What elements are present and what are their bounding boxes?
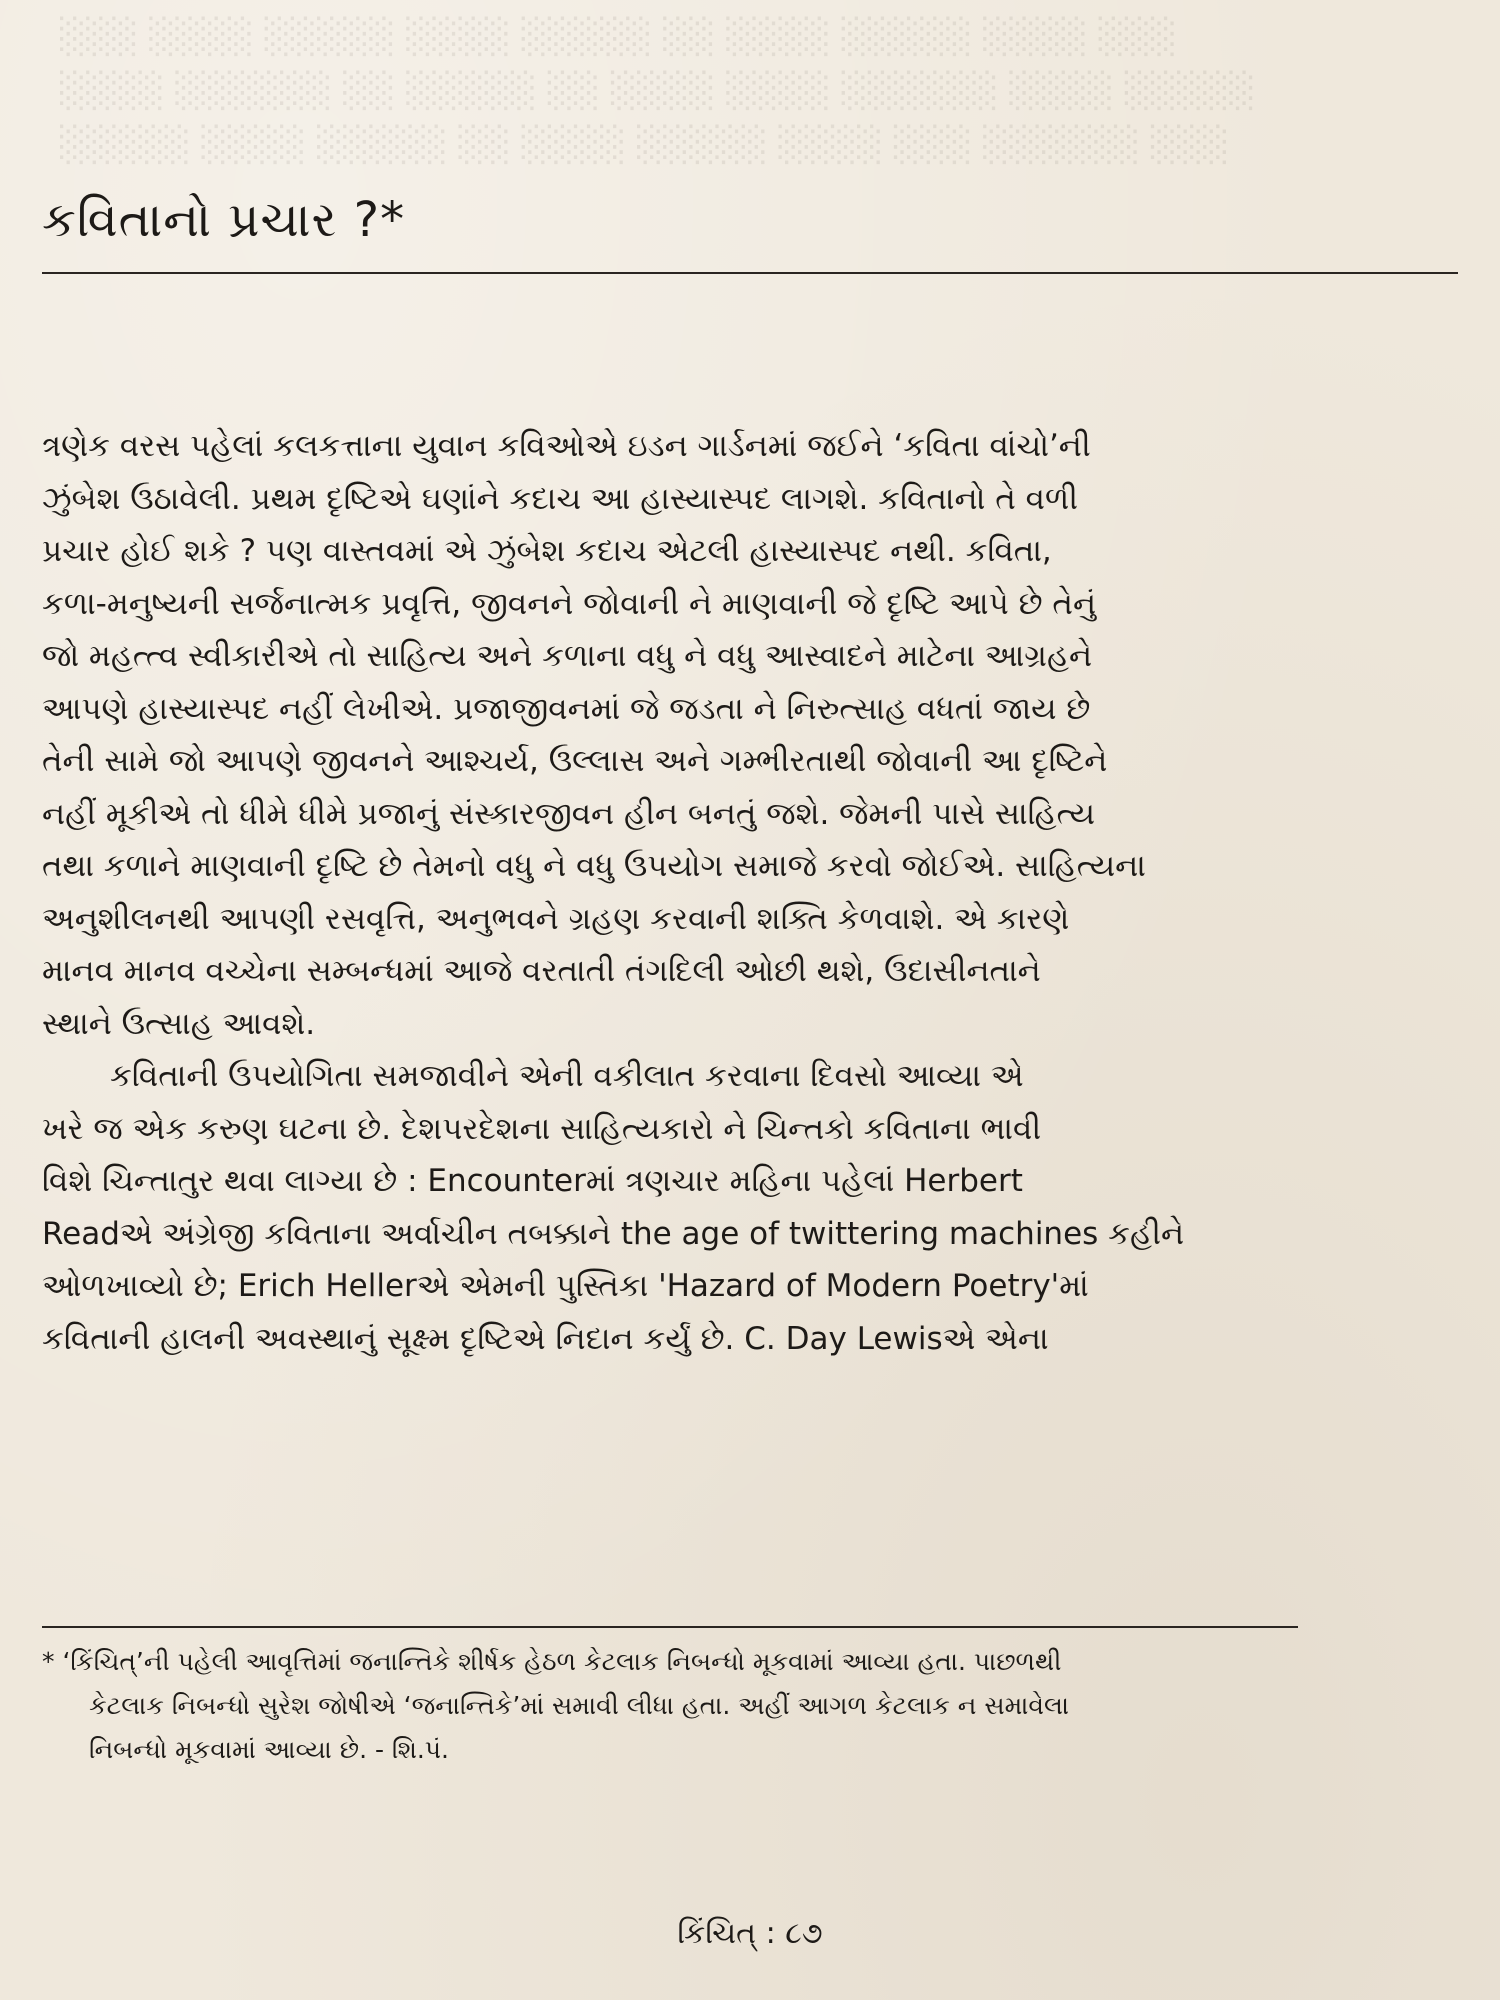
body-line: પ્રચાર હોઈ શકે ? પણ વાસ્તવમાં એ ઝુંબેશ કદાચ એટલી હાસ્યાસ્પદ નથી. કવિતા, — [42, 533, 1052, 569]
footnote-divider — [42, 1626, 1298, 1628]
body-line: ખરે જ એક કરુણ ઘટના છે. દેશપરદેશના સાહિત્યકારો ને ચિન્તકો કવિતાના ભાવી — [42, 1110, 1042, 1147]
body-line: Readએ અંગ્રેજી કવિતાના અર્વાચીન તબક્કાને the age of twittering machines કહીને — [42, 1215, 1185, 1252]
body-line: આપણે હાસ્યાસ્પદ નહીં લેખીએ. પ્રજાજીવનમાં જે જડતા ને નિરુત્સાહ વધતાં જાય છે — [42, 690, 1091, 727]
body-line: તથા કળાને માણવાની દૃષ્ટિ છે તેમનો વધુ ને વધુ ઉપયોગ સમાજે કરવો જોઈએ. સાહિત્યના — [42, 848, 1146, 884]
essay-heading — [42, 188, 1458, 252]
essay-title: કવિતાનો પ્રચાર ?* — [42, 192, 406, 248]
body-line: વિશે ચિન્તાતુર થવા લાગ્યા છે : Encounterમાં ત્રણચાર મહિના પહેલાં Herbert — [42, 1163, 1023, 1199]
footnote-line: * ‘કિંચિત્’ની પહેલી આવૃત્તિમાં જનાન્તિકે શીર્ષક હેઠળ કેટલાક નિબન્ધો મૂકવામાં આવ્યા હતા. પાછળથી — [42, 1647, 1062, 1676]
body-line: ત્રણેક વરસ પહેલાં કલકત્તાના યુવાન કવિઓએ ઇડન ગાર્ડનમાં જઈને ‘કવિતા વાંચો’ની — [42, 428, 1091, 464]
footnote-line: કેટલાક નિબન્ધો સુરેશ જોષીએ ‘જનાન્તિકે’માં સમાવી લીધા હતા. અહીં આગળ કેટલાક ન સમાવેલા — [89, 1691, 1070, 1720]
footnote-line: નિબન્ધો મૂકવામાં આવ્યા છે. - શિ.પં. — [89, 1735, 449, 1764]
title-divider — [42, 272, 1458, 274]
essay-body — [42, 420, 1458, 1365]
show-through-texture: ░░░ ░░░░ ░░░░░ ░░░░ ░░░░░ ░░ ░░░░ ░░░░░ ░░░░ ░░░ ░░░░ ░░░░░░ ░░ ░░░░░ ░░ ░░░░ ░░░░ ░░░░░░ ░░░░ ░░░░░ ░░░░░ ░░░░ ░░░░░ ░░ ░░░░ ░░░░░ ░░░░ ░░░ ░░░░░░ ░░░ — [60, 17, 1256, 165]
body-line: ઝુંબેશ ઉઠાવેલી. પ્રથમ દૃષ્ટિએ ઘણાંને કદાચ આ હાસ્યાસ્પદ લાગશે. કવિતાનો તે વળી — [42, 480, 1078, 517]
body-line: કળા-મનુષ્યની સર્જનાત્મક પ્રવૃત્તિ, જીવનને જોવાની ને માણવાની જે દૃષ્ટિ આપે છે તેનું — [42, 585, 1097, 622]
body-line: નહીં મૂકીએ તો ધીમે ધીમે પ્રજાનું સંસ્કારજીવન હીન બનતું જશે. જેમની પાસે સાહિત્ય — [42, 795, 1095, 832]
body-line: જો મહત્ત્વ સ્વીકારીએ તો સાહિત્ય અને કળાના વધુ ને વધુ આસ્વાદને માટેના આગ્રહને — [42, 638, 1093, 674]
body-line: માનવ માનવ વચ્ચેના સમ્બન્ધમાં આજે વરતાતી તંગદિલી ઓછી થશે, ઉદાસીનતાને — [42, 953, 1041, 989]
body-line: સ્થાને ઉત્સાહ આવશે. — [42, 1005, 316, 1042]
body-line: અનુશીલનથી આપણી રસવૃત્તિ, અનુભવને ગ્રહણ કરવાની શક્તિ કેળવાશે. એ કારણે — [42, 900, 1070, 937]
body-line: ઓળખાવ્યો છે; Erich Hellerએ એમની પુસ્તિકા 'Hazard of Modern Poetry'માં — [42, 1268, 1089, 1304]
footnote — [42, 1640, 1458, 1772]
body-line: કવિતાની હાલની અવસ્થાનું સૂક્ષ્મ દૃષ્ટિએ નિદાન કર્યું છે. C. Day Lewisએ એના — [42, 1320, 1049, 1357]
body-line: કવિતાની ઉપયોગિતા સમજાવીને એની વકીલાત કરવાના દિવસો આવ્યા એ — [110, 1058, 1024, 1094]
page-number-footer: કિંચિત્ : ૮૭ — [677, 1916, 823, 1951]
body-line: તેની સામે જો આપણે જીવનને આશ્ચર્ય, ઉલ્લાસ અને ગમ્ભીરતાથી જોવાની આ દૃષ્ટિને — [42, 743, 1108, 779]
